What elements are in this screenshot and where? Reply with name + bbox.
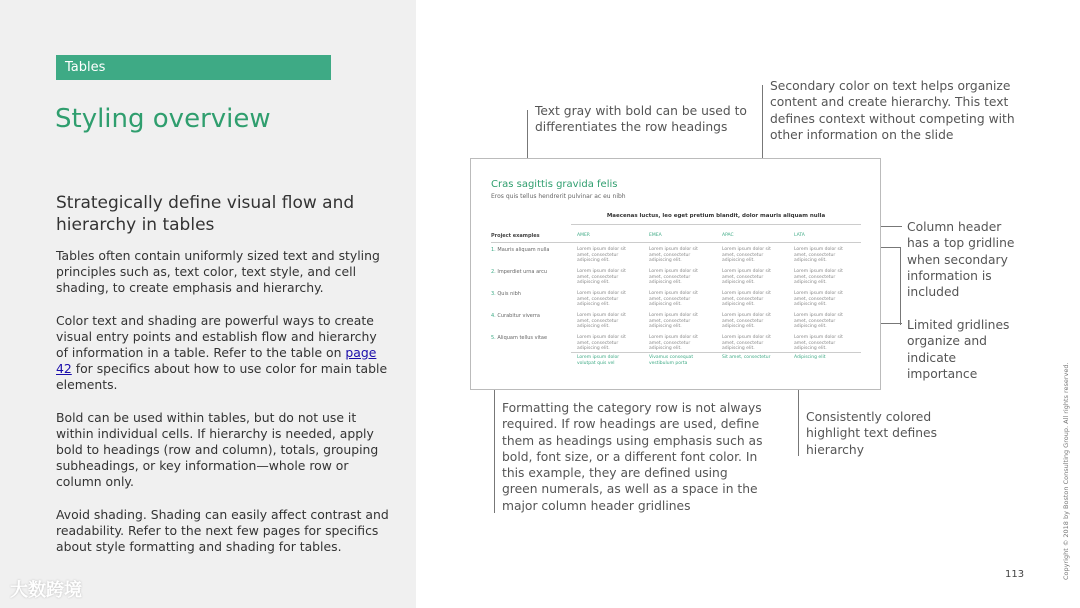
thumbnail-title: Cras sagittis gravida felis [491, 179, 618, 190]
table-cell: Lorem ipsum dolor sit amet, consectetur adipiscing elit. [722, 313, 771, 329]
table-cell: Lorem ipsum dolor sit amet, consectetur adipiscing elit. [794, 313, 843, 329]
table-cell: Lorem ipsum dolor sit amet, consectetur adipiscing elit. [794, 291, 843, 307]
paragraph-1: Tables often contain uniformly sized text and styling principles such as, text color, text style, and cell shading, to create emphasis and hierarchy. [56, 248, 380, 296]
body-text [56, 248, 391, 571]
callout-limited-gridlines: Limited gridlines organize and indicate importance [907, 318, 1010, 381]
copyright: Copyright © 2018 by Boston Consulting Group. All rights reserved. [1062, 362, 1070, 580]
page-number: 113 [1005, 569, 1025, 580]
thumbnail-col-emea: EMEA [649, 233, 662, 238]
totals-cell: Sit amet, consectetur [722, 355, 771, 360]
column-gridline [491, 242, 861, 243]
table-row: 2. Imperdiet urna arcu [491, 269, 548, 275]
totals-gridline [571, 352, 861, 353]
totals-cell: Vivamus consequat vestibulum porta [649, 355, 694, 366]
table-cell: Lorem ipsum dolor sit amet, consectetur adipiscing elit. [794, 335, 843, 351]
table-cell: Lorem ipsum dolor sit amet, consectetur adipiscing elit. [722, 269, 771, 285]
section-tag: Tables [56, 55, 331, 80]
table-cell: Lorem ipsum dolor sit amet, consectetur adipiscing elit. [794, 247, 843, 263]
callout-consistent-color: Consistently colored highlight text defines hierarchy [806, 410, 938, 457]
table-cell: Lorem ipsum dolor sit amet, consectetur adipiscing elit. [794, 269, 843, 285]
thumbnail-col-lata: LATA [794, 233, 805, 238]
thumbnail-col-apac: APAC [722, 233, 734, 238]
callout-secondary-color: Secondary color on text helps organize content and create hierarchy. This text defines context without competing with other information on the slide [770, 79, 1015, 142]
totals-cell: Lorem ipsum dolor volutpat quis vel [577, 355, 620, 366]
table-cell: Lorem ipsum dolor sit amet, consectetur adipiscing elit. [577, 313, 626, 329]
thumbnail-col-amer: AMER [577, 233, 590, 238]
leader-line [900, 247, 901, 325]
table-cell: Lorem ipsum dolor sit amet, consectetur adipiscing elit. [722, 247, 771, 263]
table-cell: Lorem ipsum dolor sit amet, consectetur adipiscing elit. [649, 269, 698, 285]
thumbnail-col-project: Project examples [491, 233, 540, 239]
subtitle: Strategically define visual flow and hierarchy in tables [56, 193, 355, 235]
table-cell: Lorem ipsum dolor sit amet, consectetur adipiscing elit. [722, 335, 771, 351]
page-42-link[interactable]: page 42 [56, 345, 377, 377]
left-panel [0, 0, 416, 608]
example-table-thumbnail [470, 158, 881, 390]
totals-cell: Adipiscing elit [794, 355, 826, 360]
table-cell: Lorem ipsum dolor sit amet, consectetur adipiscing elit. [649, 313, 698, 329]
paragraph-4: Avoid shading. Shading can easily affect contrast and readability. Refer to the next few pages for specifics about style formatting and shading for tables. [56, 506, 389, 555]
table-cell: Lorem ipsum dolor sit amet, consectetur adipiscing elit. [649, 291, 698, 307]
table-cell: Lorem ipsum dolor sit amet, consectetur adipiscing elit. [577, 291, 626, 307]
table-cell: Lorem ipsum dolor sit amet, consectetur adipiscing elit. [577, 269, 626, 285]
table-row: 4. Curabitur viverra [491, 313, 540, 319]
table-cell: Lorem ipsum dolor sit amet, consectetur adipiscing elit. [649, 247, 698, 263]
table-cell: Lorem ipsum dolor sit amet, consectetur adipiscing elit. [722, 291, 771, 307]
callout-gray-bold: Text gray with bold can be used to differentiates the row headings [535, 104, 747, 135]
thumbnail-subtitle: Eros quis tellus hendrerit pulvinar ac eu nibh [491, 193, 626, 200]
table-row: 3. Quis nibh [491, 291, 521, 297]
table-cell: Lorem ipsum dolor sit amet, consectetur adipiscing elit. [649, 335, 698, 351]
table-cell: Lorem ipsum dolor sit amet, consectetur adipiscing elit. [577, 247, 626, 263]
watermark-logo: 大数跨境 [10, 580, 82, 601]
table-cell: Lorem ipsum dolor sit amet, consectetur adipiscing elit. [577, 335, 626, 351]
table-row: 1. Mauris aliquam nulla [491, 247, 550, 253]
paragraph-2: Color text and shading are powerful ways to create visual entry points and establish flow and hierarchy of information in a table. Refer to the table on page 42 for specifics about how to use color for main table elements. [56, 312, 388, 393]
page-title: Styling overview [55, 104, 271, 134]
table-row: 5. Aliquam tellus vitae [491, 335, 548, 341]
callout-formatting: Formatting the category row is not always required. If row headings are used, define them as headings using emphasis such as bold, font size, or a different font color. In this example, they are defined using green numerals, as well as a space in the major column header gridlines [502, 401, 763, 513]
paragraph-3: Bold can be used within tables, but do not use it within individual cells. If hierarchy is needed, apply bold to headings (row and column), totals, grouping subheadings, or key information—whole row or column only. [56, 409, 379, 490]
callout-column-header: Column header has a top gridline when secondary information is included [907, 220, 1015, 300]
header-gridline [571, 224, 861, 225]
thumbnail-header: Maecenas luctus, leo eget pretium blandit, dolor mauris aliquam nulla [606, 213, 826, 219]
